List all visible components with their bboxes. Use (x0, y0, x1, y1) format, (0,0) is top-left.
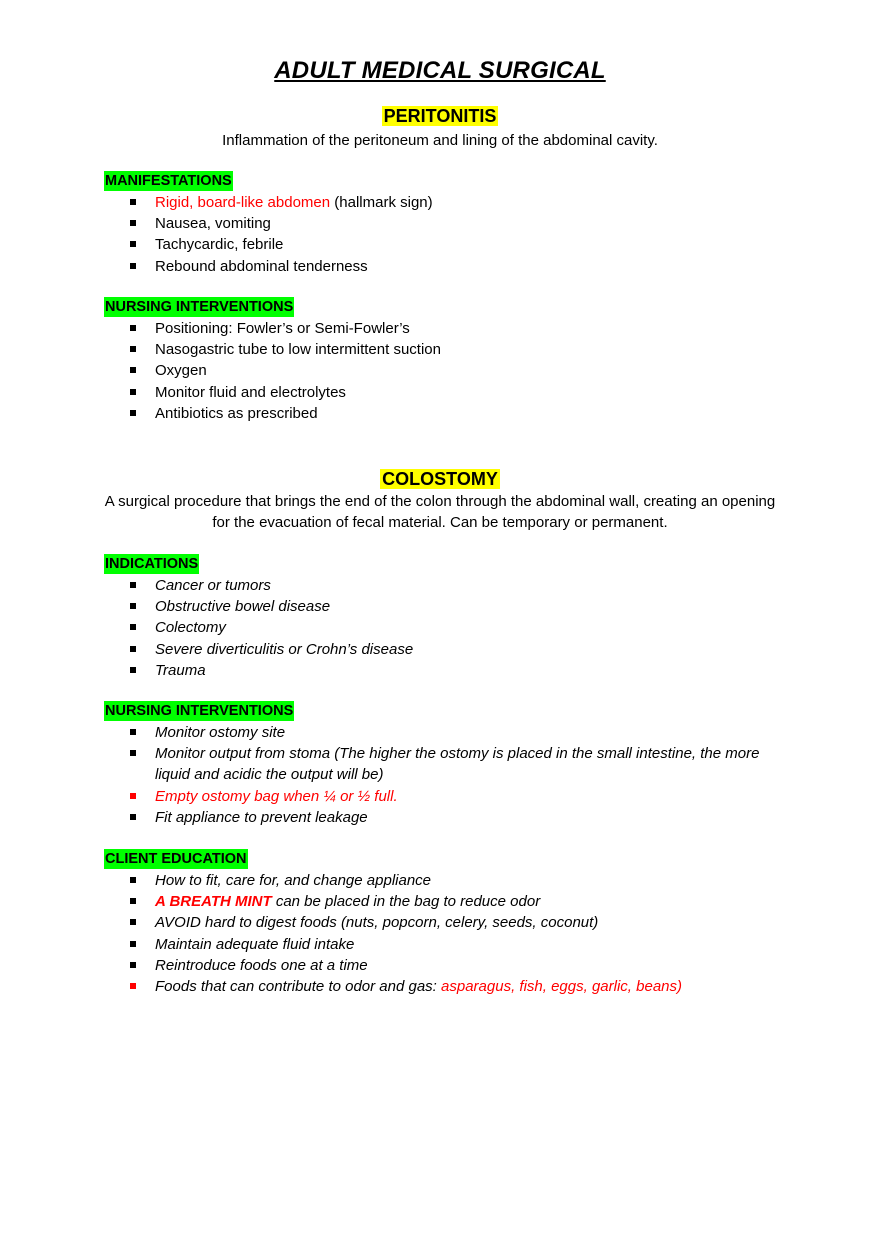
list-item (104, 955, 784, 976)
list-item (104, 403, 784, 424)
list-item (104, 213, 784, 234)
bullet-icon (130, 241, 136, 247)
list-item-text: AVOID hard to digest foods (nuts, popcorn, celery, seeds, coconut) (155, 914, 599, 932)
list-item (104, 639, 784, 660)
list-item-text: Monitor output from stoma (The higher the ostomy is placed in the small intestine, the more liquid and acidic the output will be) (155, 745, 760, 784)
bullet-icon (130, 367, 136, 373)
list-item (104, 870, 784, 891)
list-item (104, 891, 784, 912)
bullet-icon (130, 646, 136, 652)
list-item-text: can be placed in the bag to reduce odor (271, 893, 541, 911)
list-item (104, 934, 784, 955)
odor-foods-text: asparagus, fish, eggs, garlic, beans) (441, 978, 682, 996)
peritonitis-interventions-heading: NURSING INTERVENTIONS (105, 299, 294, 315)
bullet-icon (130, 346, 136, 352)
bullet-icon (130, 919, 136, 925)
list-item-text: (hallmark sign) (330, 194, 433, 211)
colostomy-client-education (104, 849, 784, 997)
colostomy-interventions-list (104, 722, 784, 828)
colostomy-title-text: COLOSTOMY (382, 469, 498, 489)
list-item (104, 256, 784, 277)
list-item-text: Monitor fluid and electrolytes (155, 383, 346, 401)
red-bullet-icon (130, 983, 136, 989)
list-item-text: Cancer or tumors (155, 577, 271, 594)
list-item (104, 575, 784, 596)
peritonitis-definition: Inflammation of the peritoneum and lining of the abdominal cavity. (222, 132, 658, 149)
bullet-icon (130, 582, 136, 588)
colostomy-indications (104, 554, 784, 681)
list-item (104, 234, 784, 255)
list-item (104, 382, 784, 403)
page-title: ADULT MEDICAL SURGICAL (274, 57, 606, 84)
list-item (104, 660, 784, 681)
list-item-text: Oxygen (155, 362, 207, 380)
breath-mint-text: A BREATH MINT (155, 893, 272, 911)
list-item-text: Severe diverticulitis or Crohn’s disease (155, 640, 414, 658)
colostomy-title (0, 467, 880, 491)
list-item-text: Tachycardic, febrile (155, 236, 284, 254)
peritonitis-interventions-list (104, 318, 784, 424)
list-item-text: Empty ostomy bag when ¼ or ½ full. (155, 787, 398, 805)
peritonitis-title (0, 104, 880, 128)
bullet-icon (130, 325, 136, 331)
list-item-text: How to fit, care for, and change appliance (155, 872, 432, 889)
red-bullet-icon (130, 793, 136, 799)
bullet-icon (130, 199, 136, 205)
list-item (104, 360, 784, 381)
colostomy-definition: A surgical procedure that brings the end of the colon through the abdominal wall, creating an opening for the evacuation of fecal material. Can be temporary or permanent. (104, 493, 776, 531)
bullet-icon (130, 624, 136, 630)
list-item-text: Fit appliance to prevent leakage (155, 808, 368, 826)
list-item-text: Foods that can contribute to odor and gas: (155, 978, 442, 996)
list-item-text: Trauma (155, 661, 206, 679)
bullet-icon (130, 263, 136, 269)
peritonitis-manifestations (104, 171, 784, 277)
bullet-icon (130, 729, 136, 735)
manifestations-heading: MANIFESTATIONS (105, 173, 232, 189)
manifestations-list (104, 192, 784, 277)
list-item (104, 318, 784, 339)
client-education-list (104, 870, 784, 997)
colostomy-interventions (104, 701, 784, 828)
list-item (104, 807, 784, 828)
bullet-icon (130, 898, 136, 904)
bullet-icon (130, 603, 136, 609)
bullet-icon (130, 750, 136, 756)
list-item (104, 786, 784, 807)
list-item (104, 617, 784, 638)
bullet-icon (130, 814, 136, 820)
peritonitis-interventions (104, 297, 784, 424)
hallmark-sign-text: Rigid, board-like abdomen (155, 194, 331, 211)
list-item-text: Colectomy (155, 619, 226, 637)
bullet-icon (130, 667, 136, 673)
list-item-text: Reintroduce foods one at a time (155, 956, 368, 974)
list-item-text: Positioning: Fowler’s or Semi-Fowler’s (155, 320, 410, 337)
list-item-text: Rebound abdominal tenderness (155, 257, 368, 275)
peritonitis-title-text: PERITONITIS (383, 106, 497, 126)
list-item-text: Obstructive bowel disease (155, 598, 331, 616)
colostomy-interventions-heading: NURSING INTERVENTIONS (105, 703, 294, 719)
list-item-text: Monitor ostomy site (155, 724, 286, 741)
list-item (104, 339, 784, 360)
bullet-icon (130, 941, 136, 947)
bullet-icon (130, 410, 136, 416)
client-education-heading: CLIENT EDUCATION (105, 851, 247, 867)
list-item (104, 596, 784, 617)
indications-heading: INDICATIONS (105, 556, 199, 572)
list-item (104, 743, 784, 785)
bullet-icon (130, 962, 136, 968)
list-item (104, 912, 784, 933)
indications-list (104, 575, 784, 681)
list-item-text: Nausea, vomiting (155, 215, 271, 233)
list-item (104, 722, 784, 743)
list-item (104, 192, 784, 213)
list-item (104, 976, 784, 997)
bullet-icon (130, 877, 136, 883)
list-item-text: Nasogastric tube to low intermittent suction (155, 341, 441, 359)
bullet-icon (130, 389, 136, 395)
list-item-text: Maintain adequate fluid intake (155, 935, 355, 953)
bullet-icon (130, 220, 136, 226)
list-item-text: Antibiotics as prescribed (155, 404, 318, 422)
